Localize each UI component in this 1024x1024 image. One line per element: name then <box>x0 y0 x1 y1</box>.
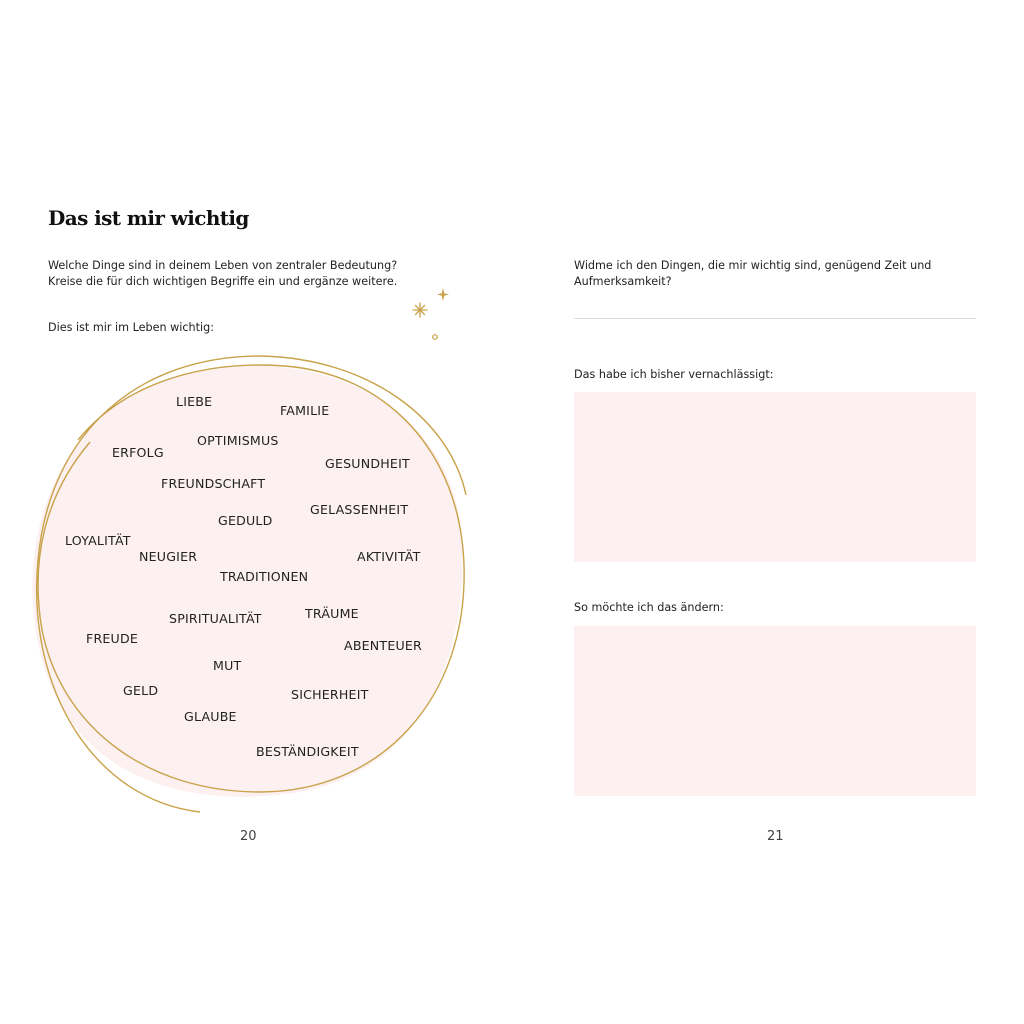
intro-line-1: Welche Dinge sind in deinem Leben von zentraler Bedeutung? <box>48 259 398 272</box>
page-number-right: 21 <box>767 829 784 844</box>
word-liebe[interactable]: LIEBE <box>176 394 213 409</box>
word-traditionen[interactable]: TRADITIONEN <box>220 569 309 584</box>
words-label: Dies ist mir im Leben wichtig: <box>48 321 215 334</box>
word-freundschaft[interactable]: FREUNDSCHAFT <box>161 476 266 491</box>
intro-line-2: Kreise die für dich wichtigen Begriffe ein und ergänze weitere. <box>48 275 398 288</box>
word-optimismus[interactable]: OPTIMISMUS <box>197 433 279 448</box>
word-aktivitaet[interactable]: AKTIVITÄT <box>357 549 421 564</box>
question-text <box>574 258 931 290</box>
intro-text <box>48 258 397 290</box>
word-erfolg[interactable]: ERFOLG <box>112 445 164 460</box>
word-traeume[interactable]: TRÄUME <box>305 606 359 621</box>
word-mut[interactable]: MUT <box>213 658 242 673</box>
question-line-2: Aufmerksamkeit? <box>574 275 672 288</box>
word-geduld[interactable]: GEDULD <box>218 513 273 528</box>
neglect-answer-box[interactable] <box>574 392 976 562</box>
word-abenteuer[interactable]: ABENTEUER <box>344 638 423 653</box>
word-neugier[interactable]: NEUGIER <box>139 549 198 564</box>
neglect-label: Das habe ich bisher vernachlässigt: <box>574 368 774 381</box>
word-loyalitaet[interactable]: LOYALITÄT <box>65 533 131 548</box>
word-gesundheit[interactable]: GESUNDHEIT <box>325 456 410 471</box>
word-spiritualitaet[interactable]: SPIRITUALITÄT <box>169 611 262 626</box>
page-number-left: 20 <box>240 829 257 844</box>
word-geld[interactable]: GELD <box>123 683 159 698</box>
word-sicherheit[interactable]: SICHERHEIT <box>291 687 369 702</box>
change-answer-box[interactable] <box>574 626 976 796</box>
answer-line[interactable] <box>574 318 976 319</box>
question-line-1: Widme ich den Dingen, die mir wichtig sind, genügend Zeit und <box>574 259 932 272</box>
word-gelassenheit[interactable]: GELASSENHEIT <box>310 502 409 517</box>
page-title: Das ist mir wichtig <box>48 206 249 230</box>
word-freude[interactable]: FREUDE <box>86 631 139 646</box>
word-familie[interactable]: FAMILIE <box>280 403 330 418</box>
change-label: So möchte ich das ändern: <box>574 601 724 614</box>
word-bestaendigkeit[interactable]: BESTÄNDIGKEIT <box>256 744 359 759</box>
word-glaube[interactable]: GLAUBE <box>184 709 237 724</box>
